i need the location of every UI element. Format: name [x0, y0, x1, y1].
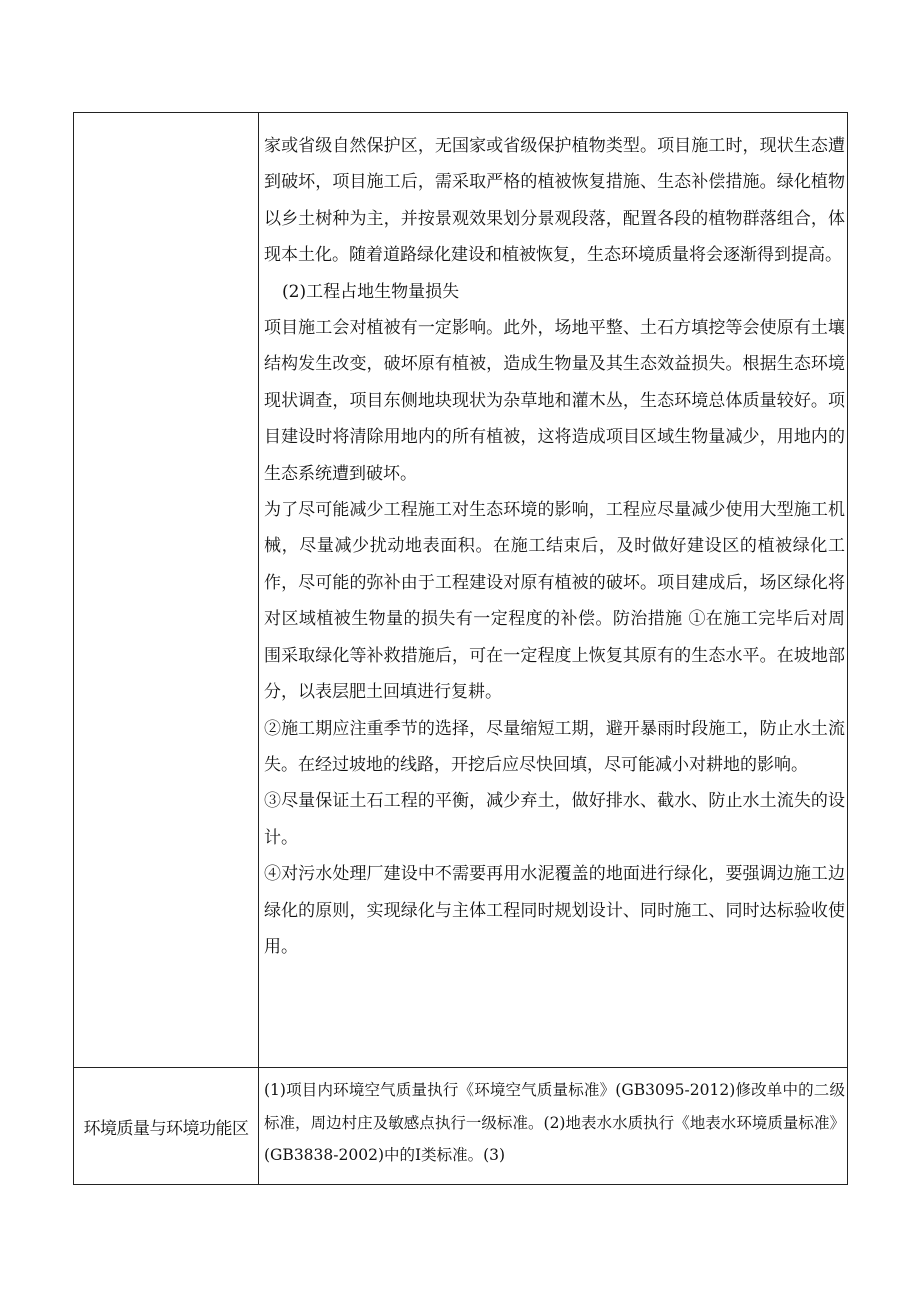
row-content-cell — [259, 1068, 848, 1185]
row-label-cell — [74, 1068, 259, 1185]
paragraph-biomass-heading: (2)工程占地生物量损失 — [282, 281, 460, 302]
row-content-cell — [259, 113, 848, 1068]
table-row — [74, 113, 848, 1068]
row-label-cell — [74, 113, 259, 1068]
document-table — [73, 112, 848, 1185]
paragraph-environment-standards: (1)项目内环境空气质量执行《环境空气质量标准》(GB3095-2012)修改单中的二级标准，周边村庄及敏感点执行一级标准。(2)地表水水质执行《地表水环境质量标准》(GB3838-2002)中的Ⅰ类标准。(3) — [264, 1081, 845, 1164]
paragraph-measure-3: ③尽量保证土石工程的平衡，减少弃土，做好排水、截水、防止水土流失的设计。 — [264, 791, 845, 848]
paragraph-measure-4: ④对污水处理厂建设中不需要再用水泥覆盖的地面进行绿化，要强调边施工边绿化的原则，实现绿化与主体工程同时规划设计、同时施工、同时达标验收使用。 — [264, 864, 845, 957]
paragraph-ecology-intro: 家或省级自然保护区，无国家或省级保护植物类型。项目施工时，现状生态遭到破坏，项目施工后，需采取严格的植被恢复措施、生态补偿措施。绿化植物以乡土树种为主，并按景观效果划分景观段落，配置各段的植物群落组合，体现本土化。随着道路绿化建设和植被恢复，生态环境质量将会逐渐得到提高。 — [264, 136, 845, 266]
paragraph-measure-2: ②施工期应注重季节的选择，尽量缩短工期，避开暴雨时段施工，防止水土流失。在经过坡地的线路，开挖后应尽快回填，尽可能减小对耕地的影响。 — [264, 718, 845, 775]
table-row — [74, 1068, 848, 1185]
row-label-environment-function-zone: 环境质量与环境功能区 — [83, 1118, 249, 1139]
paragraph-biomass-impact: 项目施工会对植被有一定影响。此外，场地平整、土石方填挖等会使原有土壤结构发生改变，破坏原有植被，造成生物量及其生态效益损失。根据生态环境现状调查，项目东侧地块现状为杂草地和灌木丛，生态环境总体质量较好。项目建设时将清除用地内的所有植被，这将造成项目区域生物量减少，用地内的生态系统遭到破坏。 — [264, 318, 845, 484]
paragraph-mitigation: 为了尽可能减少工程施工对生态环境的影响，工程应尽量减少使用大型施工机械，尽量减少扰动地表面积。在施工结束后，及时做好建设区的植被绿化工作，尽可能的弥补由于工程建设对原有植被的破坏。项目建成后，场区绿化将对区域植被生物量的损失有一定程度的补偿。防治措施 ①在施工完毕后对周围采取绿化等补救措施后，可在一定程度上恢复其原有的生态水平。在坡地部分，以表层肥土回填进行复耕。 — [264, 500, 845, 703]
